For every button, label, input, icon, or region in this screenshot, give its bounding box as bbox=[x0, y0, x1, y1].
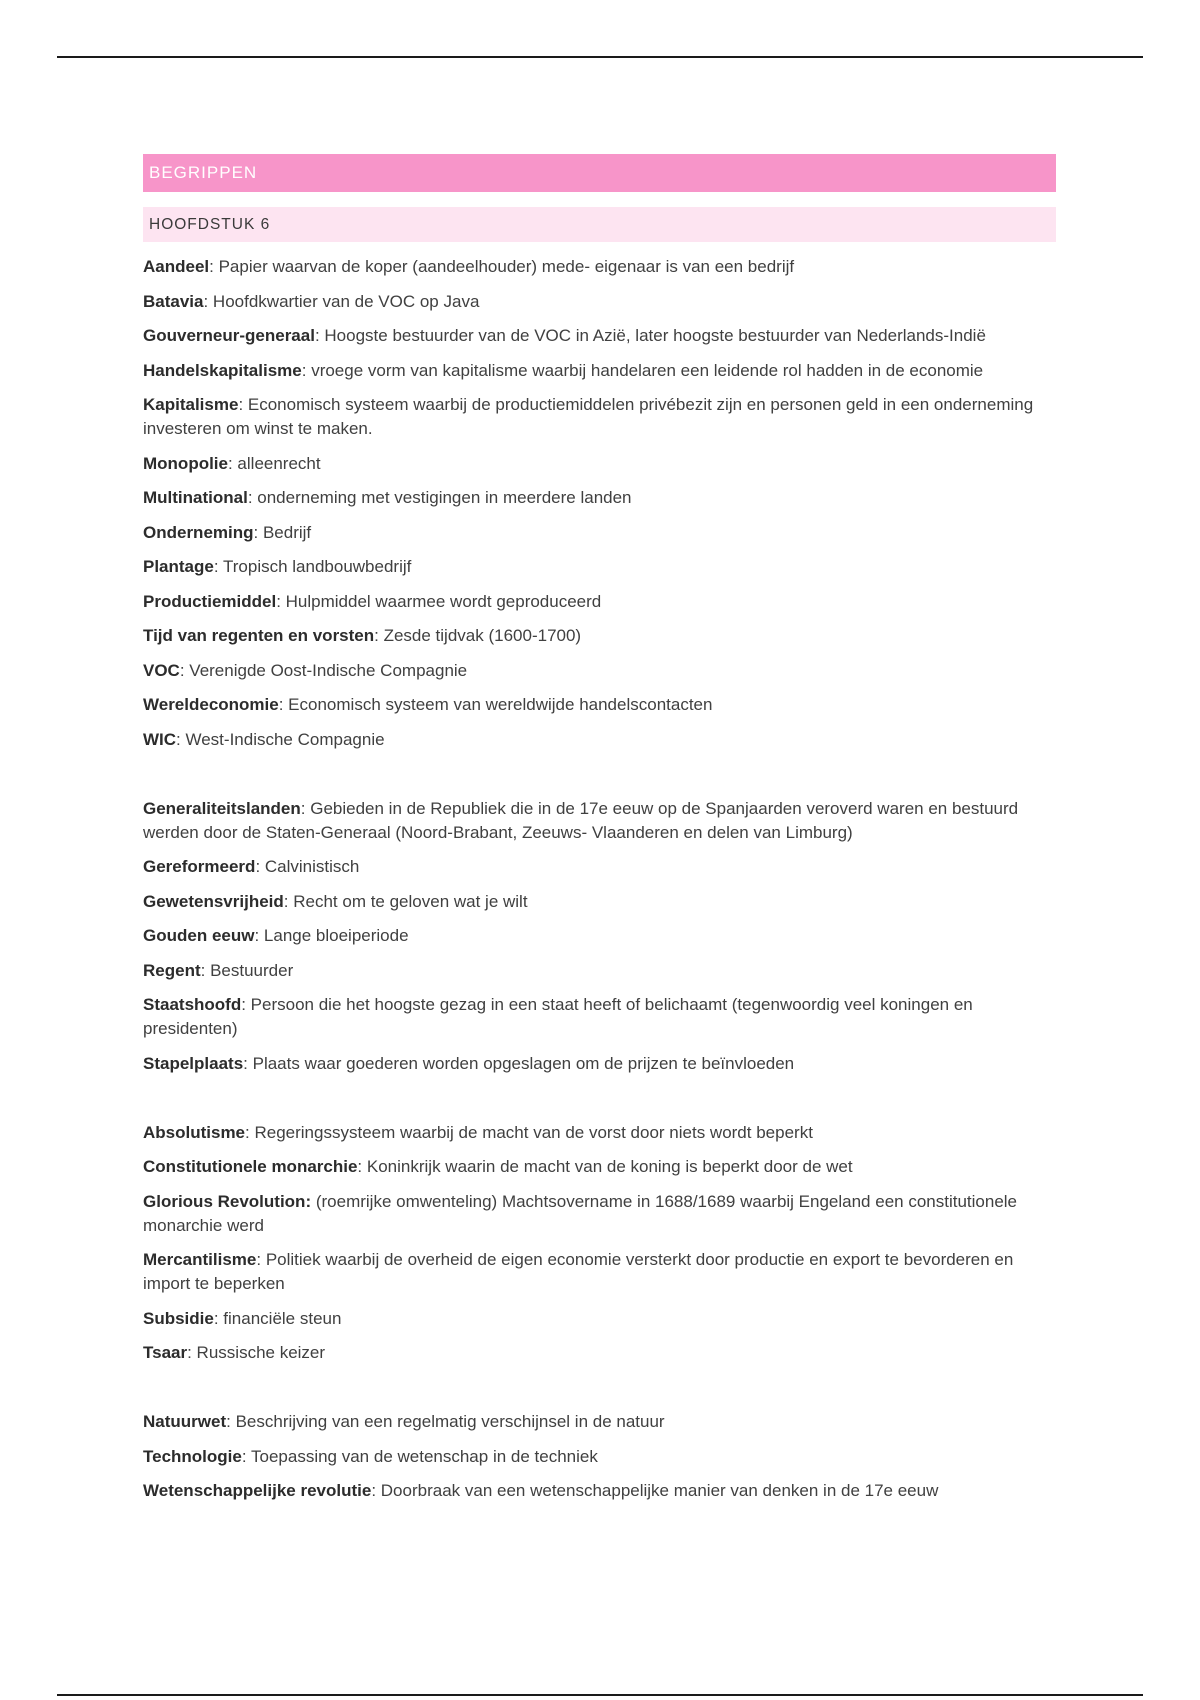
term-word: Plantage bbox=[143, 557, 214, 576]
term-definition: : Hoogste bestuurder van de VOC in Azië, later hoogste bestuurder van Nederlands-Indië bbox=[314, 326, 986, 345]
term-entry bbox=[143, 1121, 1056, 1145]
term-entry bbox=[143, 993, 1056, 1041]
term-entry bbox=[143, 624, 1056, 648]
term-definition: : Persoon die het hoogste gezag in een staat heeft of belichaamt (tegenwoordig veel koningen en presidenten) bbox=[143, 995, 973, 1038]
term-definition: : vroege vorm van kapitalisme waarbij handelaren een leidende rol hadden in de economie bbox=[301, 360, 984, 380]
term-entry bbox=[143, 890, 1056, 914]
term-groups bbox=[143, 255, 1056, 1503]
term-definition: : Plaats waar goederen worden opgeslagen om de prijzen te beïnvloeden bbox=[243, 1053, 795, 1073]
term-word: Tsaar bbox=[143, 1343, 188, 1362]
term-definition: : Calvinistisch bbox=[255, 857, 360, 876]
term-definition: (roemrijke omwenteling) Machtsovername in 1688/1689 waarbij Engeland een constitutionele monarchie werd bbox=[143, 1191, 1018, 1235]
term-word: Kapitalisme bbox=[143, 395, 239, 414]
term-word: Generaliteitslanden bbox=[143, 798, 301, 818]
term-word: Wetenschappelijke revolutie bbox=[143, 1481, 372, 1500]
term-entry bbox=[143, 693, 1056, 717]
term-word: Constitutionele monarchie bbox=[143, 1157, 358, 1176]
term-definition: : Economisch systeem waarbij de productiemiddelen privébezit zijn en personen geld in een onderneming investeren om winst te maken. bbox=[143, 395, 1034, 438]
term-word: Gereformeerd bbox=[143, 857, 256, 876]
term-word: Onderneming bbox=[143, 522, 254, 542]
term-definition: : financiële steun bbox=[213, 1308, 342, 1328]
bottom-rule bbox=[57, 1694, 1143, 1696]
term-word: Gouden eeuw bbox=[143, 926, 255, 945]
term-word: Gouverneur-generaal bbox=[143, 326, 315, 345]
term-definition: : alleenrecht bbox=[227, 453, 321, 473]
top-rule bbox=[57, 56, 1143, 58]
term-entry bbox=[143, 797, 1056, 845]
term-definition: : Recht om te geloven wat je wilt bbox=[283, 891, 528, 911]
term-word: Technologie bbox=[143, 1446, 242, 1466]
term-word: WIC bbox=[143, 729, 177, 749]
term-entry bbox=[143, 555, 1056, 579]
term-word: Aandeel bbox=[143, 257, 210, 276]
term-definition: : Bestuurder bbox=[200, 960, 294, 980]
term-definition: : Hulpmiddel waarmee wordt geproduceerd bbox=[276, 591, 602, 611]
term-definition: : Verenigde Oost-Indische Compagnie bbox=[179, 660, 468, 680]
term-word: Mercantilisme bbox=[143, 1250, 257, 1269]
term-definition: : onderneming met vestigingen in meerdere landen bbox=[247, 488, 632, 507]
term-entry bbox=[143, 359, 1056, 383]
term-word: Productiemiddel bbox=[143, 591, 277, 611]
term-word: Tijd van regenten en vorsten bbox=[143, 626, 375, 645]
term-definition: : Gebieden in de Republiek die in de 17e eeuw op de Spanjaarden veroverd waren en bestuurd werden door de Staten-Generaal (Noord-Brabant, Zeeuws- Vlaanderen en delen van Limburg) bbox=[143, 798, 1019, 842]
section-title: BEGRIPPEN bbox=[143, 154, 1056, 192]
term-entry bbox=[143, 452, 1056, 476]
term-entry bbox=[143, 659, 1056, 683]
term-entry bbox=[143, 1307, 1056, 1331]
term-definition: : Lange bloeiperiode bbox=[254, 926, 409, 945]
term-entry bbox=[143, 1190, 1056, 1238]
term-group bbox=[143, 797, 1056, 1076]
term-entry bbox=[143, 1052, 1056, 1076]
term-word: Absolutisme bbox=[143, 1122, 246, 1142]
term-definition: : Economisch systeem van wereldwijde handelscontacten bbox=[278, 695, 713, 714]
term-entry bbox=[143, 1155, 1056, 1179]
term-definition: : Russische keizer bbox=[187, 1343, 326, 1362]
term-definition: : Toepassing van de wetenschap in de techniek bbox=[241, 1446, 598, 1466]
term-definition: : West-Indische Compagnie bbox=[176, 729, 385, 749]
term-group bbox=[143, 1410, 1056, 1503]
term-entry bbox=[143, 590, 1056, 614]
term-group bbox=[143, 255, 1056, 752]
term-word: VOC bbox=[143, 660, 180, 680]
term-definition: : Bedrijf bbox=[253, 522, 312, 542]
term-entry bbox=[143, 255, 1056, 279]
term-entry bbox=[143, 393, 1056, 441]
term-definition: : Zesde tijdvak (1600-1700) bbox=[374, 626, 582, 645]
term-word: Handelskapitalisme bbox=[143, 360, 302, 380]
term-entry bbox=[143, 324, 1056, 348]
term-entry bbox=[143, 1445, 1056, 1469]
term-entry bbox=[143, 855, 1056, 879]
term-word: Glorious Revolution: bbox=[143, 1191, 312, 1211]
term-word: Subsidie bbox=[143, 1308, 214, 1328]
term-word: Natuurwet bbox=[143, 1412, 227, 1431]
term-entry bbox=[143, 728, 1056, 752]
term-word: Wereldeconomie bbox=[143, 695, 279, 714]
term-entry bbox=[143, 1248, 1056, 1296]
term-word: Monopolie bbox=[143, 453, 228, 473]
term-definition: : Regeringssysteem waarbij de macht van de vorst door niets wordt beperkt bbox=[245, 1122, 813, 1142]
term-definition: : Politiek waarbij de overheid de eigen economie versterkt door productie en export te bevorderen en import te beperken bbox=[143, 1250, 1014, 1293]
term-entry bbox=[143, 1410, 1056, 1434]
term-definition: : Beschrijving van een regelmatig verschijnsel in de natuur bbox=[226, 1412, 665, 1431]
term-entry bbox=[143, 924, 1056, 948]
term-definition: : Doorbraak van een wetenschappelijke manier van denken in de 17e eeuw bbox=[371, 1481, 939, 1500]
term-word: Staatshoofd bbox=[143, 995, 242, 1014]
term-word: Regent bbox=[143, 960, 201, 980]
term-entry bbox=[143, 1341, 1056, 1365]
term-word: Multinational bbox=[143, 488, 248, 507]
term-entry bbox=[143, 290, 1056, 314]
term-definition: : Hoofdkwartier van de VOC op Java bbox=[203, 291, 480, 311]
term-entry bbox=[143, 521, 1056, 545]
term-definition: : Tropisch landbouwbedrijf bbox=[213, 557, 412, 576]
chapter-heading: HOOFDSTUK 6 bbox=[143, 207, 1056, 242]
term-word: Stapelplaats bbox=[143, 1053, 244, 1073]
term-definition: : Papier waarvan de koper (aandeelhouder) mede- eigenaar is van een bedrijf bbox=[209, 257, 795, 276]
term-word: Batavia bbox=[143, 291, 204, 311]
term-group bbox=[143, 1121, 1056, 1366]
term-entry bbox=[143, 1479, 1056, 1503]
term-entry bbox=[143, 486, 1056, 510]
document-body bbox=[143, 154, 1056, 1514]
term-word: Gewetensvrijheid bbox=[143, 891, 284, 911]
term-entry bbox=[143, 959, 1056, 983]
term-definition: : Koninkrijk waarin de macht van de koning is beperkt door de wet bbox=[357, 1157, 853, 1176]
